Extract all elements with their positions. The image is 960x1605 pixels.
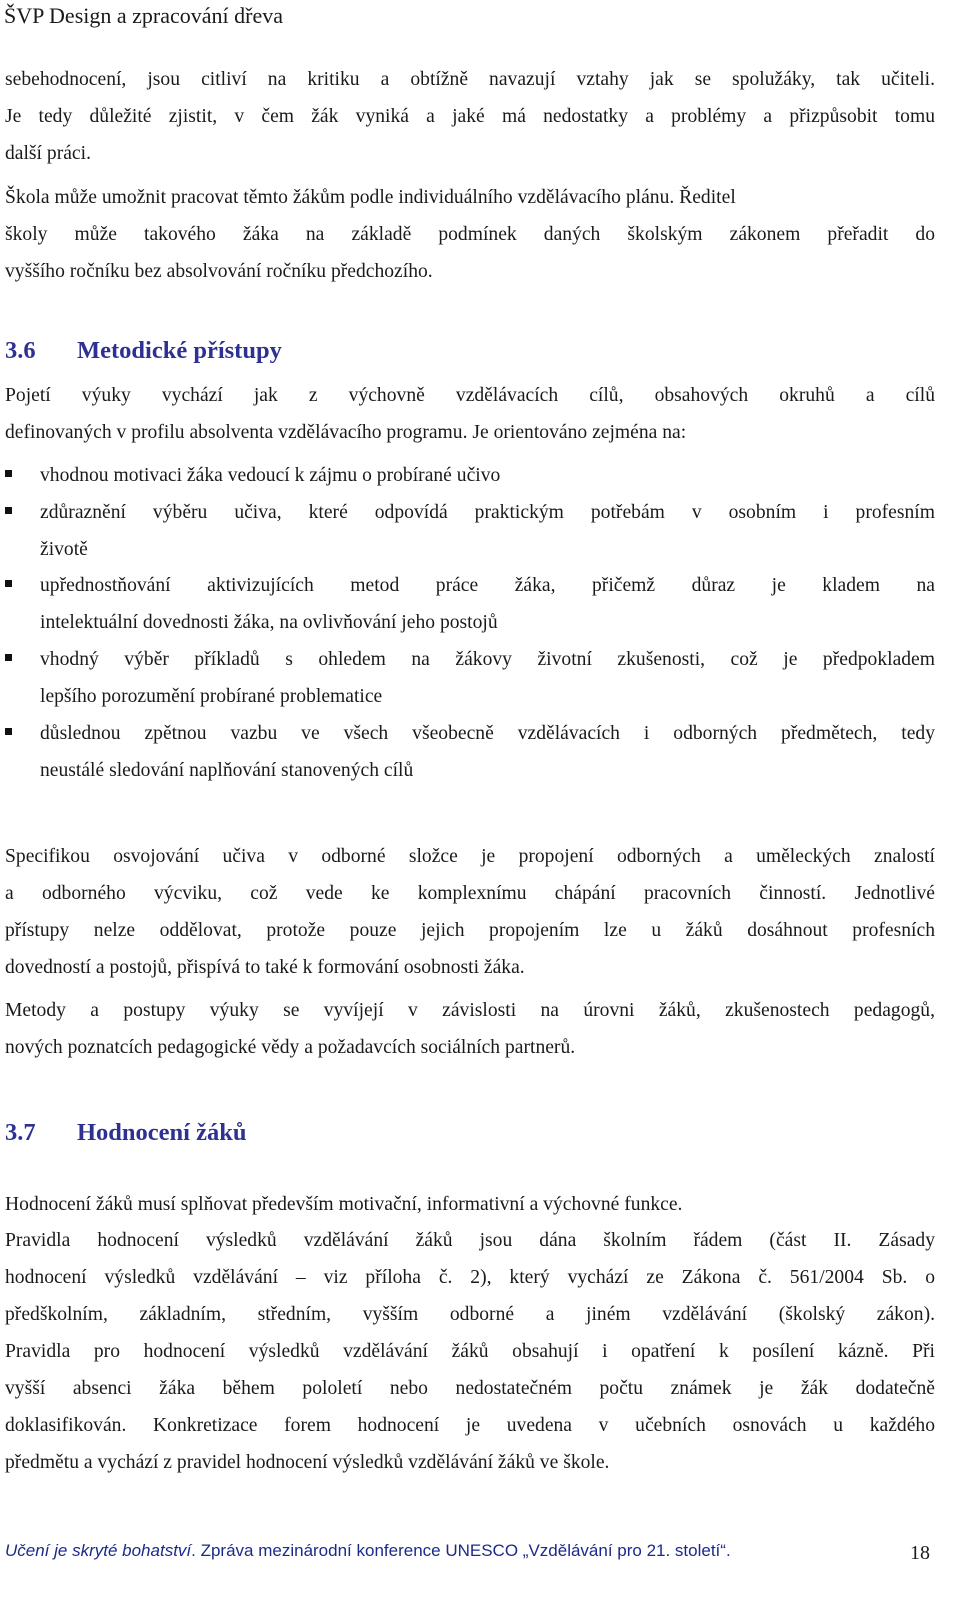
section-title: Metodické přístupy xyxy=(77,337,282,364)
text-line: sebehodnocení, jsou citliví na kritiku a obtížně navazují vztahy jak se spolužáky, tak učiteli. xyxy=(5,69,935,90)
section-number: 3.7 xyxy=(5,1119,36,1146)
running-header: ŠVP Design a zpracování dřeva xyxy=(4,3,283,28)
bullet-item-line: lepšího porozumění probírané problematice xyxy=(40,686,383,707)
text-line: další práci. xyxy=(5,143,91,164)
bullet-item-line: zdůraznění výběru učiva, které odpovídá praktickým potřebám v osobním i profesním xyxy=(40,502,935,523)
text-line: Specifikou osvojování učiva v odborné složce je propojení odborných a uměleckých znalostí xyxy=(5,846,935,867)
section-title: Hodnocení žáků xyxy=(77,1119,247,1146)
bullet-item-line: důslednou zpětnou vazbu ve všech všeobecně vzdělávacích i odborných předmětech, tedy xyxy=(40,723,935,744)
bullet-square-icon xyxy=(5,654,12,661)
bullet-item-line: neustálé sledování naplňování stanovených cílů xyxy=(40,760,414,781)
text-line: definovaných v profilu absolventa vzdělávacího programu. Je orientováno zejména na: xyxy=(5,422,687,443)
bullet-item-line: upřednostňování aktivizujících metod práce žáka, přičemž důraz je kladem na xyxy=(40,575,935,596)
text-line: a odborného výcviku, což vede ke komplexnímu chápání pracovních činností. Jednotlivé xyxy=(5,883,935,904)
bullet-square-icon xyxy=(5,580,12,587)
bullet-square-icon xyxy=(5,728,12,735)
text-line: Metody a postupy výuky se vyvíjejí v závislosti na úrovni žáků, zkušenostech pedagogů, xyxy=(5,1000,935,1021)
text-line: Pravidla hodnocení výsledků vzdělávání žáků jsou dána školním řádem (část II. Zásady xyxy=(5,1230,935,1251)
text-line: Hodnocení žáků musí splňovat především motivační, informativní a výchovné funkce. xyxy=(5,1194,683,1215)
text-line: Je tedy důležité zjistit, v čem žák vyniká a jaké má nedostatky a problémy a přizpůsobit tomu xyxy=(5,106,935,127)
text-line: Pojetí výuky vychází jak z výchovně vzdělávacích cílů, obsahových okruhů a cílů xyxy=(5,385,935,406)
section-number: 3.6 xyxy=(5,337,36,364)
bullet-square-icon xyxy=(5,470,12,477)
footer-quote: Učení je skryté bohatství xyxy=(5,1541,192,1560)
text-line: nových poznatcích pedagogické vědy a požadavcích sociálních partnerů. xyxy=(5,1037,576,1058)
text-line: přístupy nelze oddělovat, protože pouze jejich propojením lze u žáků dosáhnout profesních xyxy=(5,920,935,941)
text-line: vyššího ročníku bez absolvování ročníku předchozího. xyxy=(5,261,433,282)
section-heading-3-6 xyxy=(5,336,282,366)
section-heading-3-7 xyxy=(5,1118,247,1148)
bullet-square-icon xyxy=(5,507,12,514)
text-line: hodnocení výsledků vzdělávání – viz příloha č. 2), který vychází ze Zákona č. 561/2004 Sb. o xyxy=(5,1267,935,1288)
text-line: školy může takového žáka na základě podmínek daných školským zákonem přeřadit do xyxy=(5,224,935,245)
text-line: vyšší absenci žáka během pololetí nebo nedostatečném počtu známek je žák dodatečně xyxy=(5,1378,935,1399)
text-line: dovedností a postojů, přispívá to také k formování osobnosti žáka. xyxy=(5,957,525,978)
bullet-item-line: vhodnou motivaci žáka vedoucí k zájmu o probírané učivo xyxy=(40,465,501,486)
text-line: předškolním, základním, středním, vyšším odborné a jiném vzdělávání (školský zákon). xyxy=(5,1304,935,1325)
page-footer xyxy=(5,1539,935,1563)
text-line: předmětu a vychází z pravidel hodnocení výsledků vzdělávání žáků ve škole. xyxy=(5,1452,610,1473)
footer-source: . Zpráva mezinárodní konference UNESCO „Vzdělávání pro 21. století“. xyxy=(191,1541,731,1560)
bullet-item-line: životě xyxy=(40,539,88,560)
text-line: doklasifikován. Konkretizace forem hodnocení je uvedena v učebních osnovách u každého xyxy=(5,1415,935,1436)
bullet-item-line: intelektuální dovednosti žáka, na ovlivňování jeho postojů xyxy=(40,612,498,633)
bullet-item-line: vhodný výběr příkladů s ohledem na žákovy životní zkušenosti, což je předpokladem xyxy=(40,649,935,670)
text-line: Pravidla pro hodnocení výsledků vzdělávání žáků obsahují i opatření k posílení kázně. Při xyxy=(5,1341,935,1362)
text-line: Škola může umožnit pracovat těmto žákům podle individuálního vzdělávacího plánu. Ředitel xyxy=(5,187,736,208)
page-number: 18 xyxy=(910,1542,930,1564)
